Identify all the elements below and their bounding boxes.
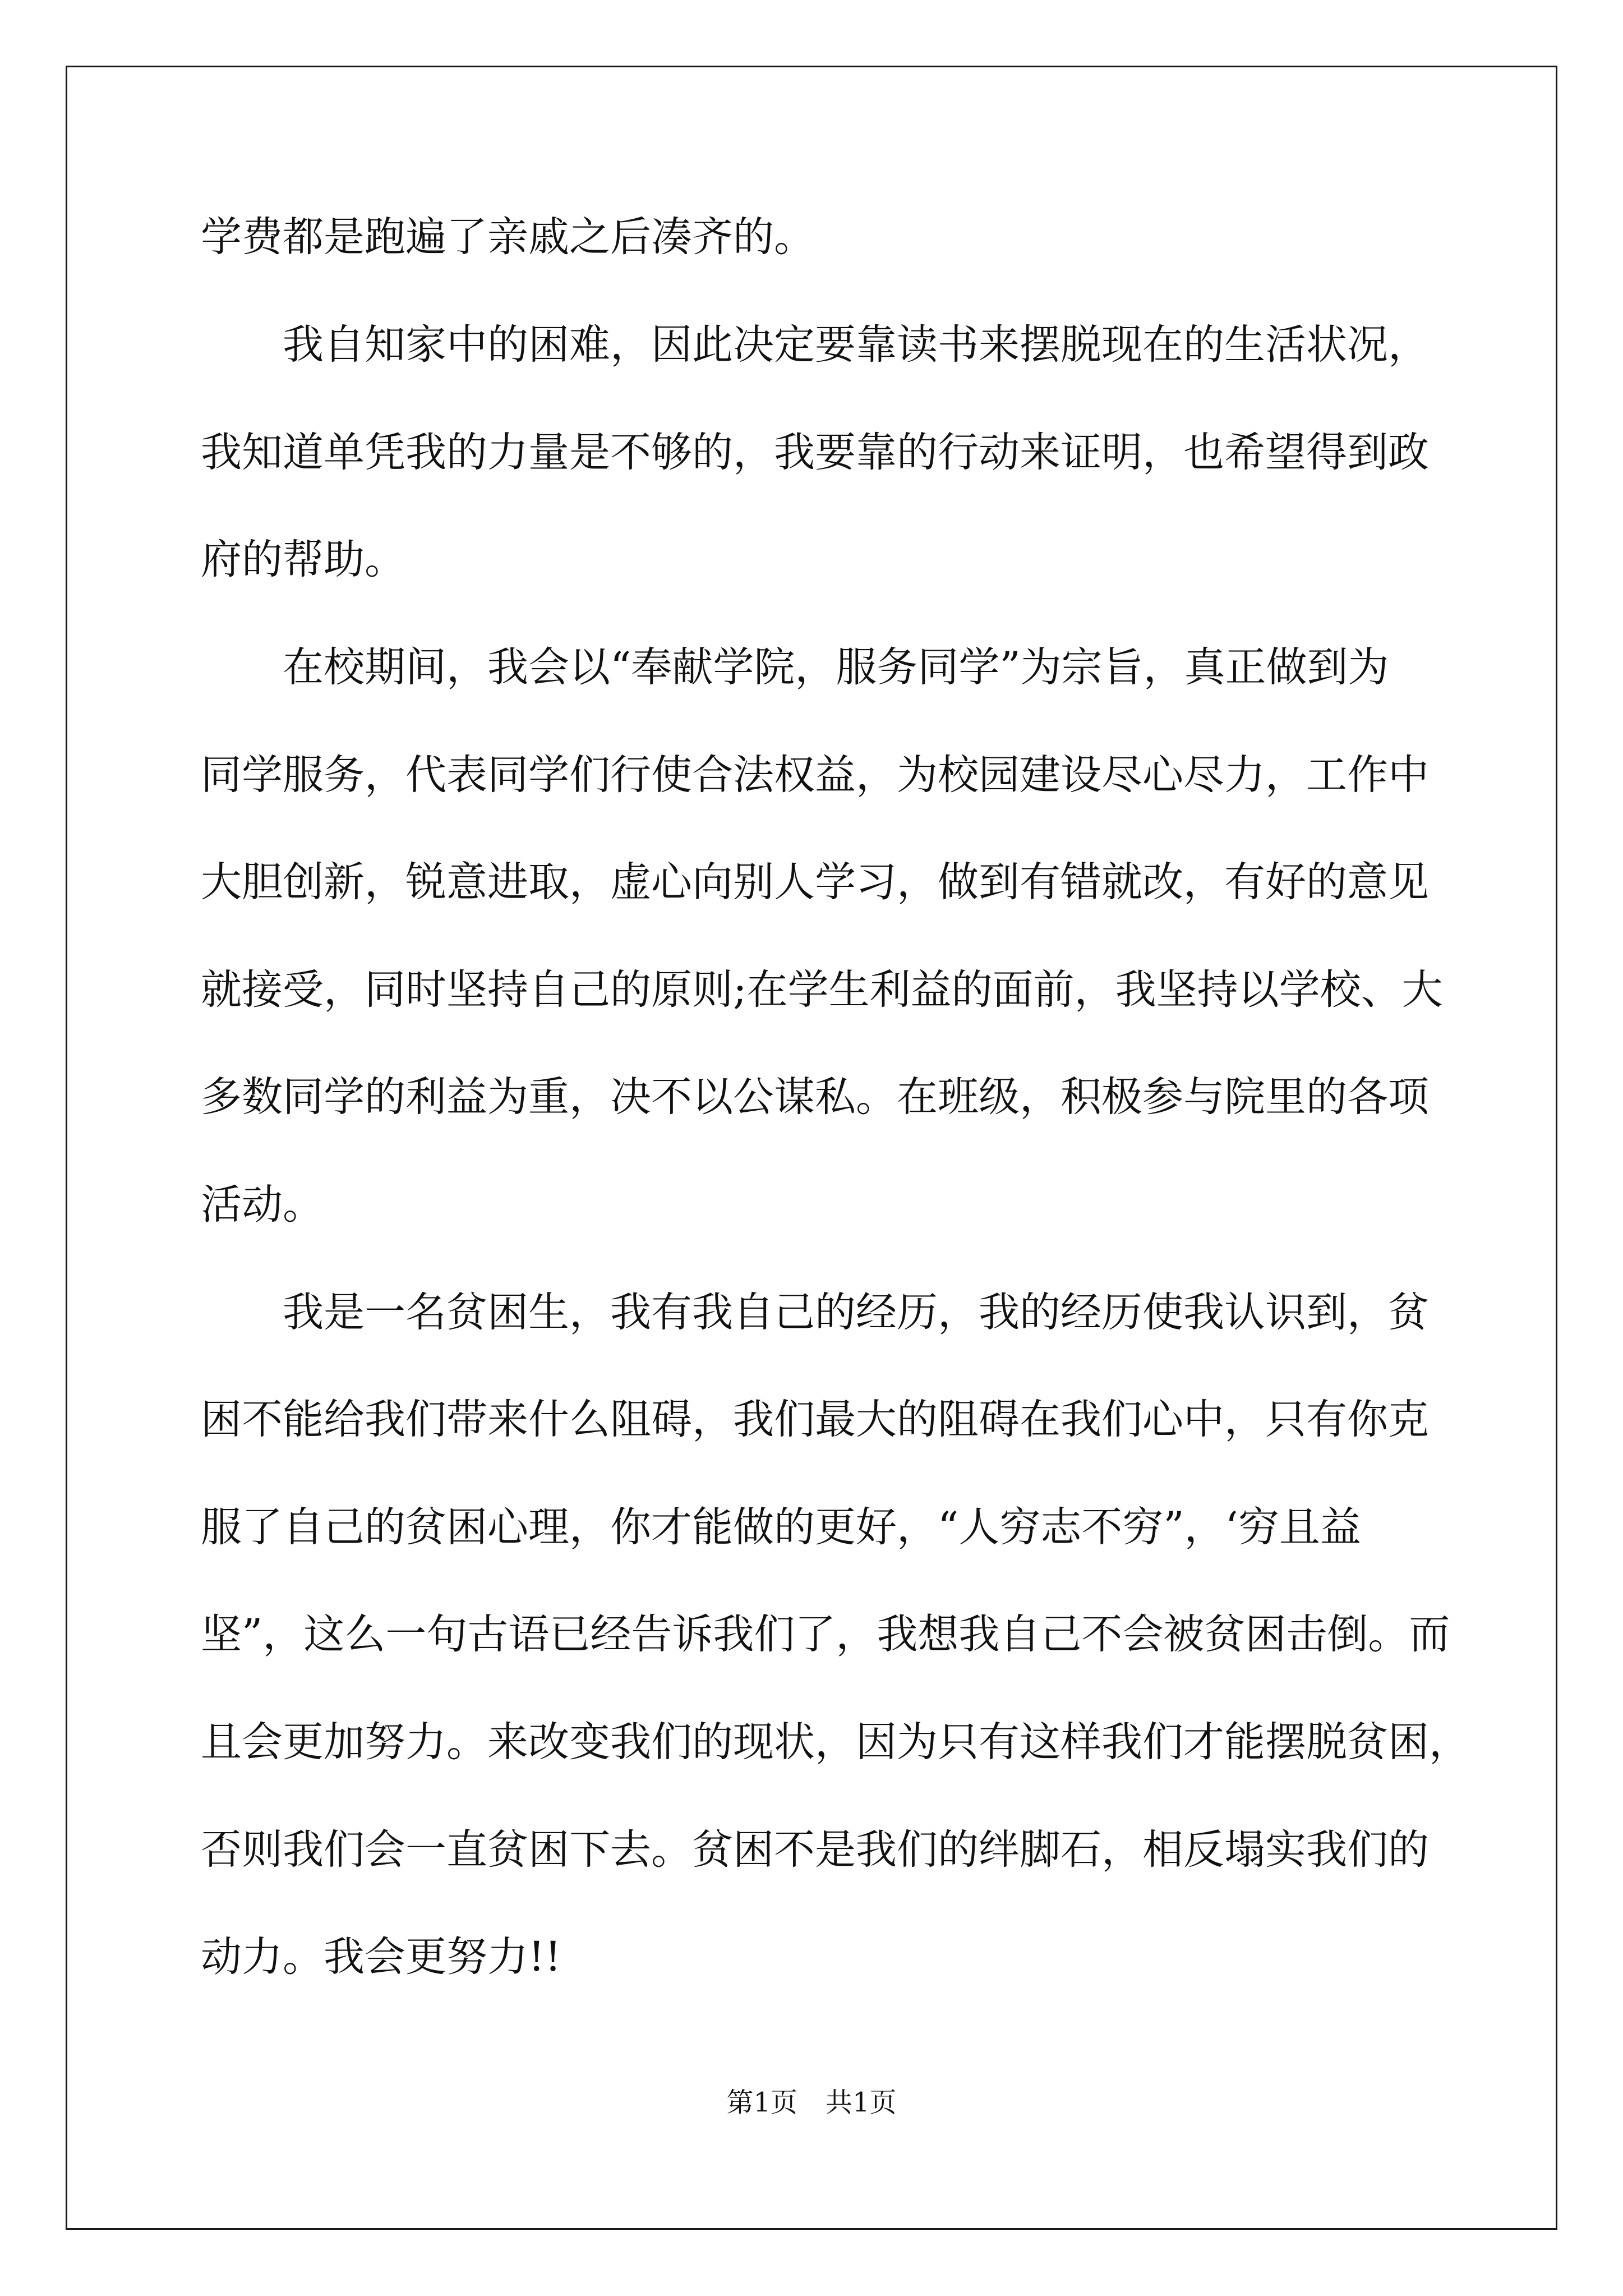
text-line: 活动。 — [201, 1181, 324, 1228]
text-line: 且会更加努力。来改变我们的现状，因为只有这样我们才能摆脱贫困， — [201, 1718, 1470, 1766]
paragraph-first-line: 我自知家中的困难，因此决定要靠读书来摆脱现在的生活状况， — [283, 321, 1429, 369]
text-line: 困不能给我们带来什么阻碍，我们最大的阻碍在我们心中，只有你克 — [201, 1396, 1429, 1443]
page-number: 第1页 — [726, 2087, 797, 2118]
text-line: 学费都是跑遍了亲戚之后凑齐的。 — [201, 213, 815, 261]
text-line: 否则我们会一直贫困下去。贫困不是我们的绊脚石，相反塌实我们的 — [201, 1826, 1429, 1874]
text-line: 府的帮助。 — [201, 536, 405, 583]
text-line: 同学服务，代表同学们行使合法权益，为校园建设尽心尽力，工作中 — [201, 751, 1429, 799]
page-footer — [0, 2086, 1623, 2119]
text-line: 坚”，这么一句古语已经告诉我们了，我想我自己不会被贫困击倒。而 — [201, 1611, 1450, 1658]
page-total: 共1页 — [826, 2087, 897, 2118]
page-border — [66, 66, 1557, 2230]
text-line: 我知道单凭我的力量是不够的，我要靠的行动来证明，也希望得到政 — [201, 429, 1429, 476]
text-line: 就接受，同时坚持自己的原则;在学生利益的面前，我坚持以学校、大 — [201, 966, 1443, 1014]
paragraph-first-line: 我是一名贫困生，我有我自己的经历，我的经历使我认识到，贫 — [283, 1289, 1429, 1336]
paragraph-first-line: 在校期间，我会以“奉献学院，服务同学”为宗旨，真正做到为 — [283, 643, 1389, 691]
text-line: 大胆创新，锐意进取，虚心向别人学习，做到有错就改，有好的意见 — [201, 858, 1429, 906]
text-line: 服了自己的贫困心理，你才能做的更好，“人穷志不穷”，‘穷且益 — [201, 1503, 1361, 1551]
text-line: 动力。我会更努力!! — [201, 1933, 561, 1981]
text-line: 多数同学的利益为重，决不以公谋私。在班级，积极参与院里的各项 — [201, 1073, 1429, 1121]
